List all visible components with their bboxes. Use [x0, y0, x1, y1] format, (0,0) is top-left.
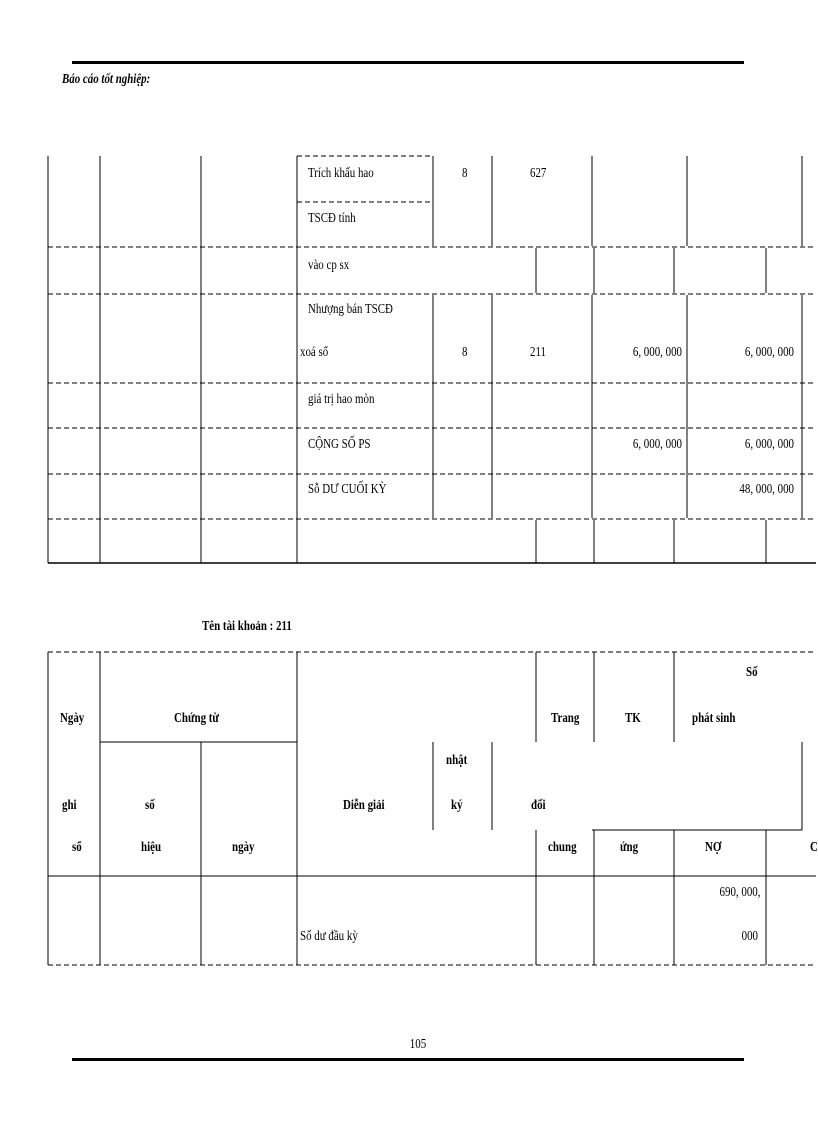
page-number: 105 [409, 1037, 427, 1052]
header-ung: ứng [620, 840, 639, 855]
t1-page-row5: 8 [462, 345, 468, 360]
header-ngay-small: ngày [232, 840, 255, 855]
t1-account-row1: 627 [530, 166, 547, 181]
header-dien-giai: Diễn giải [343, 798, 385, 813]
t1-debit-row5: 6, 000, 000 [632, 345, 682, 360]
t1-account-row5: 211 [530, 345, 546, 360]
t1-desc-row5: xoá sổ [300, 345, 329, 360]
header-chung: chung [548, 840, 577, 855]
header-no: NỢ [705, 840, 722, 855]
t1-credit-row7: 6, 000, 000 [744, 437, 794, 452]
header-tk: TK [625, 711, 641, 726]
header-so-small: số [145, 798, 155, 813]
header-co-partial: C [810, 840, 818, 855]
t1-desc-row7: CỘNG SỐ PS [308, 437, 371, 452]
header-so: Số [746, 665, 758, 680]
t1-page-row1: 8 [462, 166, 468, 181]
t1-credit-row5: 6, 000, 000 [744, 345, 794, 360]
header-doi: đối [531, 798, 546, 813]
header-phat-sinh: phát sinh [692, 711, 736, 726]
account-heading: Tên tài khoản : 211 [202, 619, 292, 634]
header-ghi: ghi [62, 798, 77, 813]
header-trang: Trang [551, 711, 580, 726]
report-title: Báo cáo tốt nghiệp: [62, 72, 151, 87]
t2-debit-line1: 690, 000, [719, 885, 760, 900]
t2-desc-row1: Số dư đầu kỳ [300, 929, 358, 944]
t1-debit-row7: 6, 000, 000 [632, 437, 682, 452]
t1-credit-row8: 48, 000, 000 [739, 482, 794, 497]
t1-desc-row8: Sỗ DƯ CUỐI KỲ [308, 482, 387, 497]
t2-debit-line2: 000 [741, 929, 758, 944]
header-ngay: Ngày [60, 711, 85, 726]
header-ky: ký [451, 798, 463, 813]
t1-desc-row2: TSCĐ tính [308, 211, 356, 226]
header-so-row3: sổ [72, 840, 82, 855]
header-nhat: nhật [446, 753, 468, 768]
t1-desc-row3: vào cp sx [308, 258, 350, 273]
header-hieu: hiệu [141, 840, 162, 855]
header-chung-tu: Chứng từ [174, 711, 219, 726]
t1-desc-row4: Nhượng bán TSCĐ [308, 302, 393, 317]
t1-desc-row1: Trích khấu hao [308, 166, 374, 181]
t1-desc-row6: giá trị hao mòn [308, 392, 375, 407]
